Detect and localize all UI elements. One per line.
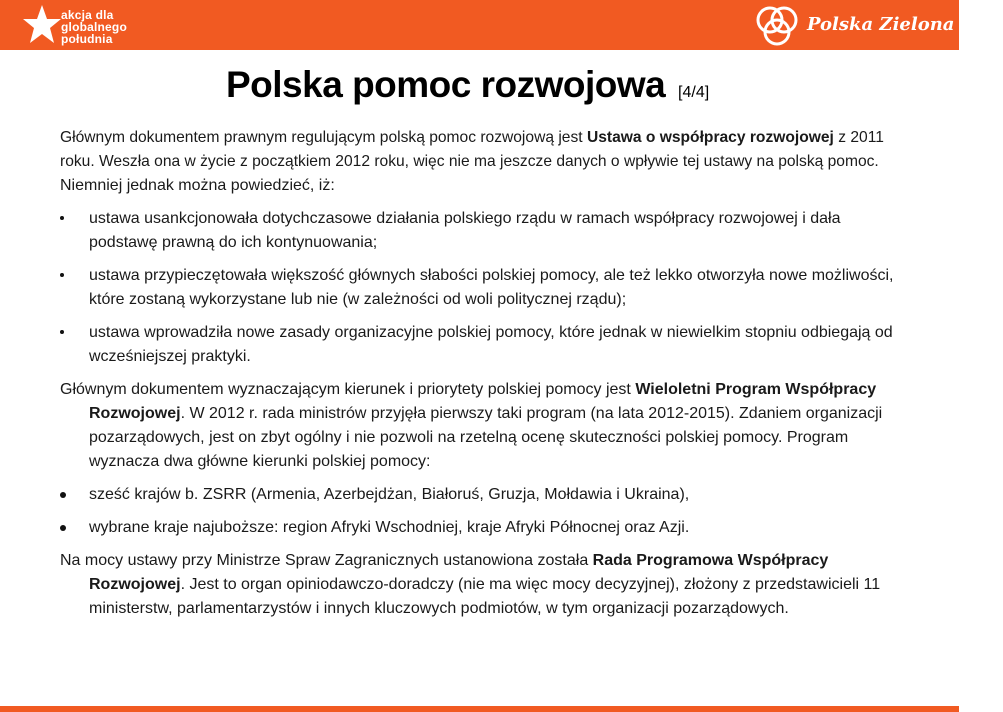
list-item	[60, 516, 910, 540]
rings-icon	[752, 2, 804, 48]
paragraph-program	[60, 378, 910, 474]
list-item	[60, 264, 910, 312]
logo-line: globalnego	[61, 20, 127, 34]
text-run: . W 2012 r. rada ministrów przyjęła pierwszy taki program (na lata 2012-2015). Zdaniem organizacji pozarządowych, jest on zbyt ogólny i nie pozwoli na rzetelną ocenę skuteczności polskiej pomocy. Program wyznacza dwa główne kierunki polskiej pomocy:	[89, 405, 883, 470]
list-item-text: sześć krajów b. ZSRR (Armenia, Azerbejdżan, Białoruś, Gruzja, Mołdawia i Ukraina),	[89, 486, 690, 503]
paragraph-intro	[60, 126, 910, 198]
list-item	[60, 207, 910, 255]
bold-term: Ustawa o współpracy rozwojowej	[586, 129, 834, 146]
paragraph-council	[60, 549, 910, 621]
list-item-text: ustawa wprowadziła nowe zasady organizacyjne polskiej pomocy, które jednak w niewielkim stopniu odbiegają od wcześniejszej praktyki.	[89, 324, 893, 365]
star-icon	[22, 4, 62, 46]
text-run: Głównym dokumentem prawnym regulującym polską pomoc rozwojową jest	[60, 129, 587, 146]
logo-line: południa	[61, 32, 113, 46]
akcja-logo	[22, 4, 162, 48]
bullet-icon	[60, 216, 64, 220]
footer-bar	[0, 706, 959, 712]
text-run: z 2011 roku. Weszła ona w życie z początkiem 2012 roku, więc nie ma jeszcze danych o wpływie tej ustawy na polską pomoc.	[60, 129, 884, 170]
text-run: Na mocy ustawy przy Ministrze Spraw Zagranicznych ustanowiona została	[60, 552, 593, 569]
bullet-icon	[60, 525, 66, 531]
bullet-icon	[60, 273, 64, 277]
title-text: Polska pomoc rozwojowa	[226, 64, 666, 105]
law-effects-list	[60, 207, 910, 369]
logo-line: akcja dla	[61, 8, 114, 22]
polska-zielona-siec-logo	[752, 2, 1003, 48]
page-indicator: [4/4]	[678, 84, 710, 101]
intro-lead	[60, 129, 884, 170]
directions-list	[60, 483, 910, 540]
list-item-text: wybrane kraje najuboższe: region Afryki Wschodniej, kraje Afryki Północnej oraz Azji.	[89, 519, 690, 536]
bullet-icon	[60, 492, 66, 498]
logo-name: Polska Zielona Sieć	[807, 14, 1003, 35]
text-run: . Jest to organ opiniodawczo-doradczy (nie ma więc mocy decyzyjnej), złożony z przedstawicieli 11 ministerstw, parlamentarzystów i innych kluczowych podmiotów, w tym organizacji pozarządowych.	[89, 576, 881, 617]
header-bar	[0, 0, 1003, 50]
list-item	[60, 321, 910, 369]
page-title	[226, 64, 709, 106]
bold-term: Wieloletni Program Współpracy Rozwojowej	[89, 381, 877, 422]
akcja-logo-text	[61, 9, 127, 45]
bold-term: Rada Programowa Współpracy Rozwojowej	[89, 552, 829, 593]
list-item	[60, 483, 910, 507]
list-item-text: ustawa przypieczętowała większość głównych słabości polskiej pomocy, ale też lekko otworzyła nowe możliwości, które zostaną wykorzystane lub nie (w zależności od woli politycznej rządu);	[89, 267, 894, 308]
text-run: Głównym dokumentem wyznaczającym kierunek i priorytety polskiej pomocy jest	[60, 381, 636, 398]
list-item-text: ustawa usankcjonowała dotychczasowe działania polskiego rządu w ramach współpracy rozwojowej i dała podstawę prawną do ich kontynuowania;	[89, 210, 841, 251]
bullet-icon	[60, 330, 64, 334]
main-content	[60, 126, 910, 621]
text-run: Niemniej jednak można powiedzieć, iż:	[60, 177, 335, 194]
